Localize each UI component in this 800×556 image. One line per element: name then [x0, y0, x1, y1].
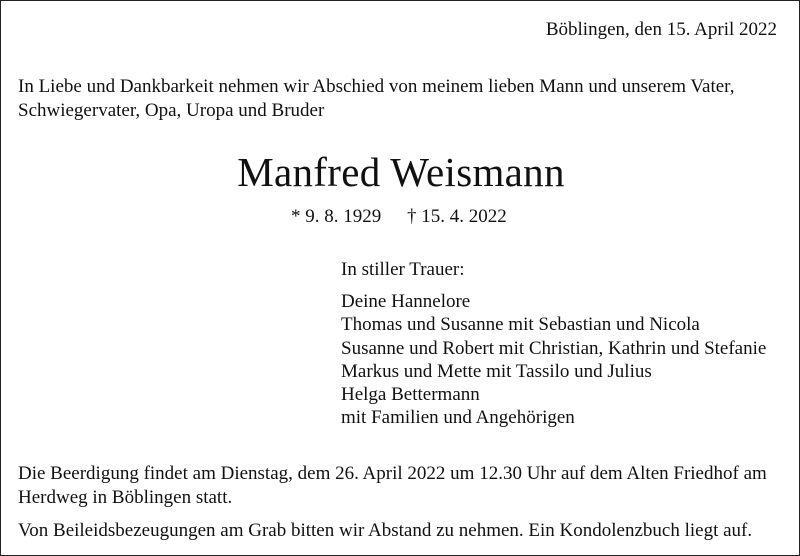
deceased-name: Manfred Weismann	[237, 149, 565, 195]
intro-text	[18, 75, 784, 123]
place-date: Böblingen, den 15. April 2022	[545, 19, 777, 40]
funeral-line: Die Beerdigung findet am Dienstag, dem 26. April 2022 um 12.30 Uhr auf dem Alten Friedhof am	[18, 463, 767, 484]
funeral-line: Herdweg in Böblingen statt.	[18, 487, 233, 508]
mourner-item: Helga Bettermann	[341, 384, 480, 406]
mourner-item: Deine Hannelore	[341, 291, 471, 312]
mourning-label: In stiller Trauer:	[341, 259, 465, 280]
intro-line: In Liebe und Dankbarkeit nehmen wir Abschied von meinem lieben Mann und unserem Vater,	[18, 76, 735, 97]
funeral-info	[18, 462, 784, 510]
mourner-item: Thomas und Susanne mit Sebastian und Nicola	[341, 314, 700, 336]
mourner-item: Markus und Mette mit Tassilo und Julius	[341, 360, 652, 382]
mourner-item: mit Familien und Angehörigen	[341, 407, 575, 429]
mourner-item: Susanne und Robert mit Christian, Kathrin und Stefanie	[341, 337, 767, 359]
condolence-note: Von Beileidsbezeugungen am Grab bitten wir Abstand zu nehmen. Ein Kondolenzbuch liegt auf.	[18, 520, 753, 541]
mourners-list	[341, 290, 766, 430]
birth-date: * 9. 8. 1929	[291, 206, 382, 227]
intro-line: Schwiegervater, Opa, Uropa und Bruder	[18, 100, 325, 121]
death-date: † 15. 4. 2022	[407, 206, 507, 227]
